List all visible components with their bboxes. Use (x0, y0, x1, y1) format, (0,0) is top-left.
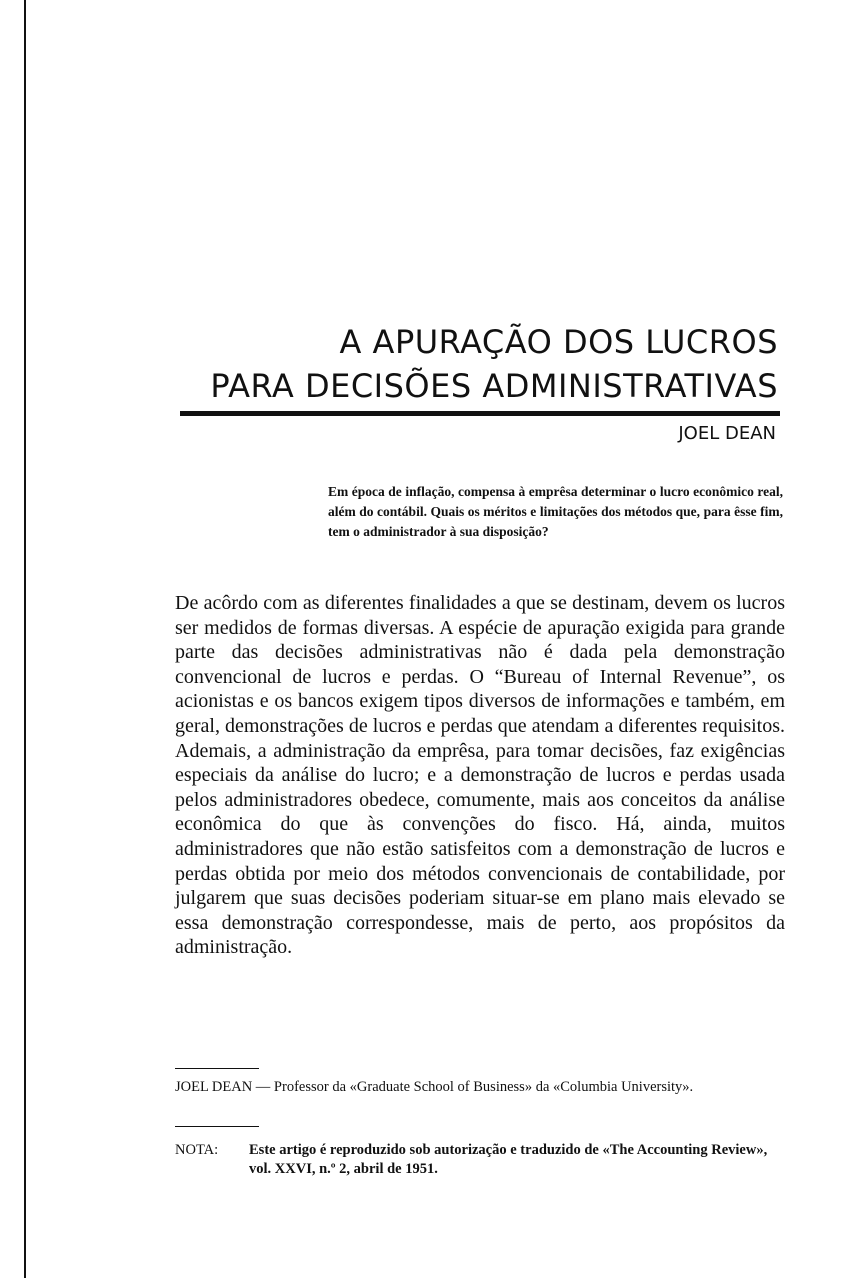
article-title (210, 320, 778, 408)
abstract: Em época de inflação, compensa à emprêsa determinar o lucro econômico real, além do contábil. Quais os méritos e limitações dos métodos que, para êsse fim, tem o administrador à sua disposição? (328, 484, 783, 539)
footnote-rule-1 (175, 1068, 259, 1069)
footnote-rule-2 (175, 1126, 259, 1127)
body-paragraph: De acôrdo com as diferentes finalidades a que se destinam, devem os lucros ser medidos de formas diversas. A espécie de apuração exigida para grande parte das decisões administrativas não é dada pela demonstração convencional de lucros e perdas. O “Bureau of Internal Revenue”, os acionistas e os bancos exigem tipos diversos de informações e também, em geral, demonstrações de lucros e perdas que atendam a diferentes requisitos. Ademais, a administração da emprêsa, para tomar decisões, faz exigências especiais da análise do lucro; e a demonstração de lucros e perdas usada pelos administradores obedece, comumente, mais aos conceitos da análise econômica do que às convenções do fisco. Há, ainda, muitos administradores que não estão satisfeitos com a demonstração de lucros e perdas obtida por meio dos métodos convencionais de contabilidade, por julgarem que suas decisões poderiam situar-se em plano mais elevado se essa demonstração correspondesse, mais de perto, aos propósitos da administração. (175, 592, 785, 959)
footnote-nota (175, 1141, 785, 1179)
nota-label: NOTA: (175, 1142, 219, 1158)
footnote-author-text: JOEL DEAN — Professor da «Graduate School of Business» da «Columbia University». (175, 1079, 694, 1095)
title-line-2: PARA DECISÕES ADMINISTRATIVAS (210, 367, 778, 405)
title-line-1: A APURAÇÃO DOS LUCROS (339, 323, 778, 361)
footnote-author (175, 1078, 785, 1097)
author-name: JOEL DEAN (678, 423, 776, 444)
page-left-border (24, 0, 26, 1278)
title-rule (180, 411, 780, 416)
nota-text: Este artigo é reproduzido sob autorização e traduzido de «The Accounting Review», vol. XXVI, n.º 2, abril de 1951. (249, 1142, 768, 1177)
